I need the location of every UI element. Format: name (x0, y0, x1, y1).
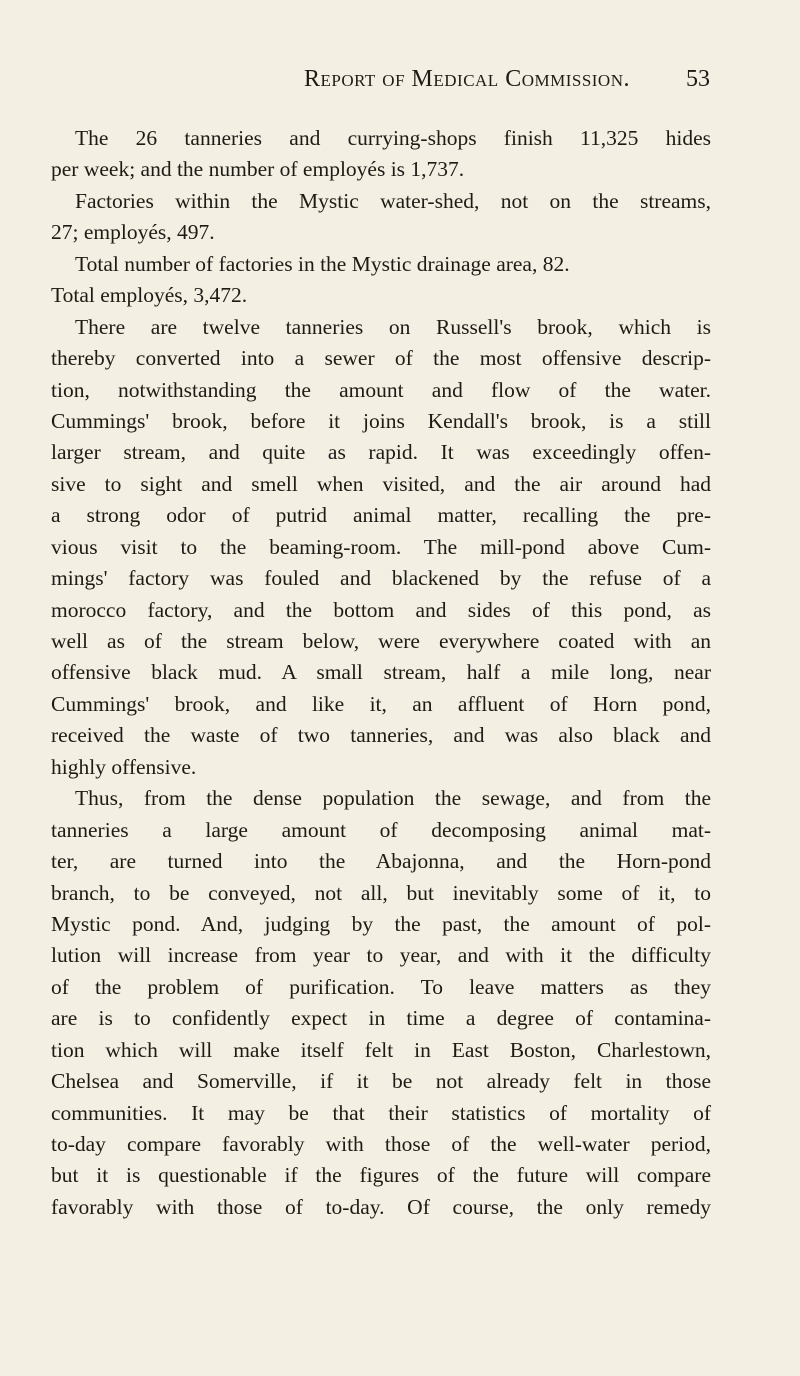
text-line: morocco factory, and the bottom and sides of this pond, as (51, 597, 711, 622)
text-line: There are twelve tanneries on Russell's brook, which is (75, 314, 711, 339)
text-line: well as of the stream below, were everywhere coated with an (51, 629, 711, 653)
text-line: 27; employés, 497. (51, 220, 215, 245)
text-line: lution will increase from year to year, and with it the difficulty (51, 943, 711, 968)
text-line: vious visit to the beaming-room. The mill-pond above Cum- (51, 534, 711, 559)
text-line: Cummings' brook, and like it, an affluent of Horn pond, (51, 691, 711, 716)
text-line: tanneries a large amount of decomposing animal mat- (51, 817, 711, 842)
text-line: tion which will make itself felt in East Boston, Charlestown, (51, 1037, 711, 1062)
running-header (60, 64, 710, 104)
text-line: are is to confidently expect in time a degree of contamina- (51, 1006, 711, 1031)
text-line: per week; and the number of employés is 1,737. (51, 157, 465, 182)
page-number: 53 (686, 66, 710, 92)
text-line: Total number of factories in the Mystic drainage area, 82. (75, 251, 570, 276)
text-line: offensive black mud. A small stream, half a mile long, near (51, 660, 711, 685)
body-text (51, 123, 711, 1223)
text-line: tion, notwithstanding the amount and flow of the water. (51, 377, 711, 402)
text-line: The 26 tanneries and currying-shops finish 11,325 hides (75, 126, 711, 150)
text-line: larger stream, and quite as rapid. It was exceedingly offen- (51, 440, 711, 465)
text-line: Chelsea and Somerville, if it be not already felt in those (51, 1069, 711, 1094)
text-line: Thus, from the dense population the sewage, and from the (75, 786, 711, 811)
text-line: thereby converted into a sewer of the most offensive descrip- (51, 346, 711, 371)
text-line: Total employés, 3,472. (51, 283, 248, 308)
text-line: mings' factory was fouled and blackened by the refuse of a (51, 566, 711, 591)
text-line: Mystic pond. And, judging by the past, the amount of pol- (51, 911, 711, 936)
text-line: sive to sight and smell when visited, and the air around had (51, 471, 711, 496)
running-header-title: Report of Medical Commission. (303, 66, 630, 92)
text-line: communities. It may be that their statistics of mortality of (51, 1100, 711, 1125)
text-line: a strong odor of putrid animal matter, recalling the pre- (51, 503, 711, 528)
text-line: Cummings' brook, before it joins Kendall's brook, is a still (51, 408, 711, 433)
text-line: Factories within the Mystic water-shed, not on the streams, (75, 188, 711, 213)
text-line: of the problem of purification. To leave matters as they (51, 974, 711, 999)
text-line: highly offensive. (51, 754, 197, 779)
text-line: ter, are turned into the Abajonna, and the Horn-pond (51, 849, 711, 874)
text-line: favorably with those of to-day. Of course, the only remedy (51, 1194, 711, 1219)
text-line: to-day compare favorably with those of the well-water period, (51, 1132, 711, 1156)
text-line: branch, to be conveyed, not all, but inevitably some of it, to (51, 880, 711, 905)
text-line: received the waste of two tanneries, and was also black and (51, 723, 711, 748)
text-line: but it is questionable if the figures of the future will compare (51, 1163, 711, 1188)
